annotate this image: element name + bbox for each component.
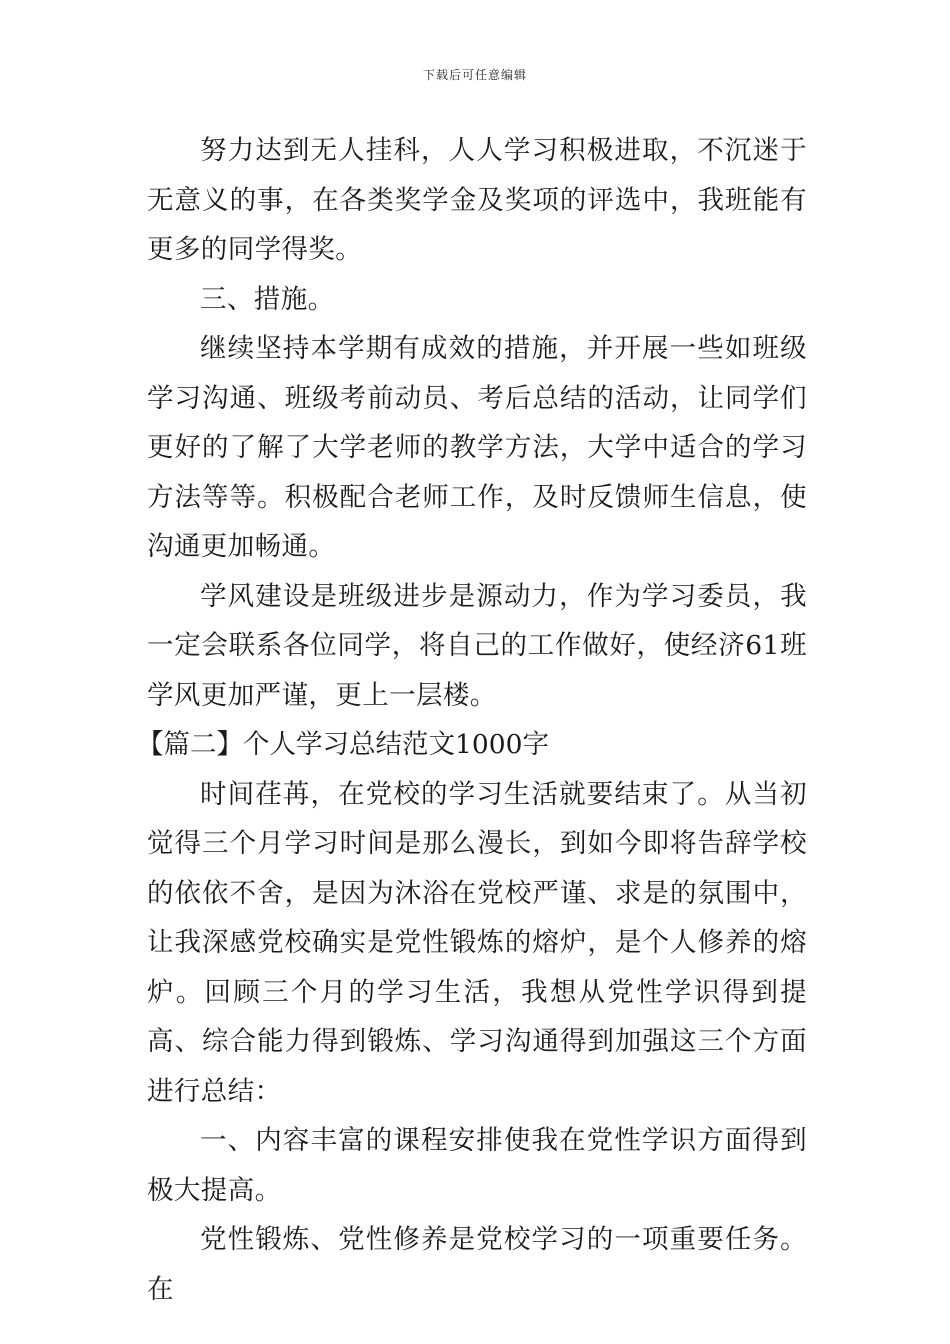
paragraph-goal: 努力达到无人挂科，人人学习积极进取，不沉迷于无意义的事，在各类奖学金及奖项的评选中，我班能有更多的同学得奖。	[147, 135, 807, 265]
paragraph-party-training: 党性锻炼、党性修养是党校学习的一项重要任务。在	[147, 1224, 807, 1305]
section-title: 【篇二】个人学习总结范文1000字	[137, 729, 549, 760]
heading-point-one: 一、内容丰富的课程安排使我在党性学识方面得到极大提高。	[147, 1125, 807, 1206]
paragraph-intro: 时间荏苒，在党校的学习生活就要结束了。从当初觉得三个月学习时间是那么漫长，到如今即将告辞学校的依依不舍，是因为沐浴在党校严谨、求是的氛围中，让我深感党校确实是党性锻炼的熔炉，是个人修养的熔炉。回顾三个月的学习生活，我想从党性学识得到提高、综合能力得到锻炼、学习沟通得到加强这三个方面进行总结：	[147, 778, 807, 1107]
document-body	[137, 126, 807, 1314]
paragraph-study-style: 学风建设是班级进步是源动力，作为学习委员，我一定会联系各位同学，将自己的工作做好，使经济61班学风更加严谨，更上一层楼。	[147, 580, 807, 711]
page-header-note: 下载后可任意编辑	[422, 68, 527, 82]
paragraph-measures: 继续坚持本学期有成效的措施，并开展一些如班级学习沟通、班级考前动员、考后总结的活动，让同学们更好的了解了大学老师的教学方法，大学中适合的学习方法等等。积极配合老师工作，及时反馈师生信息，使沟通更加畅通。	[147, 333, 807, 562]
heading-measures: 三、措施。	[200, 283, 335, 315]
